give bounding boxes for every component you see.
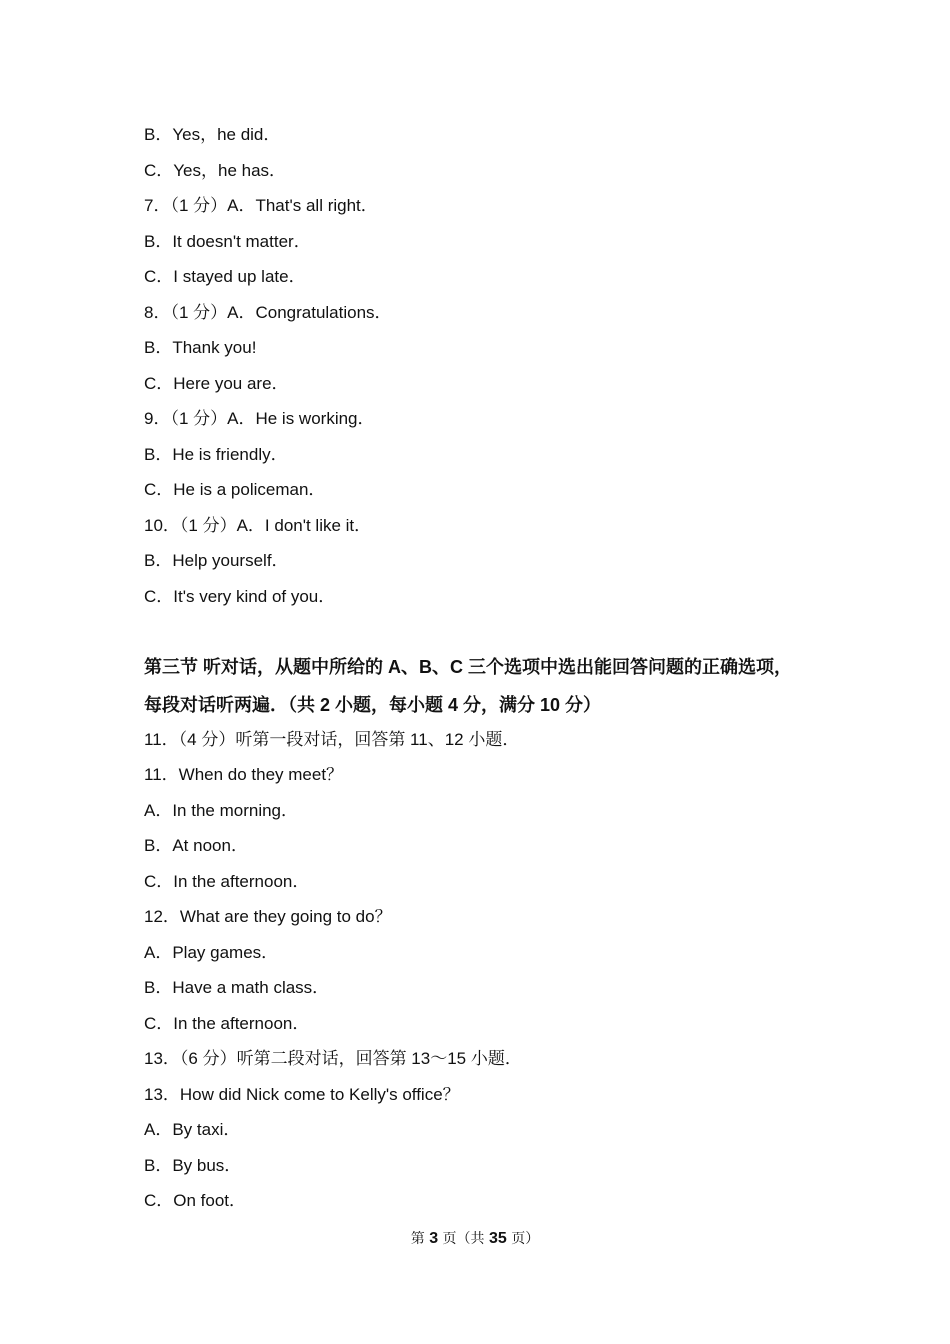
section-heading-line-2: 每段对话听两遍．（共 2 小题，每小题 4 分，满分 10 分） (144, 695, 602, 715)
option-line: B．At noon． (144, 836, 248, 855)
question-line: 13．（6 分）听第二段对话，回答第 13～15 小题． (144, 1049, 522, 1068)
option-line: C．In the afternoon． (144, 1014, 310, 1033)
option-line: C．It's very kind of you． (144, 587, 336, 606)
option-line: B．He is friendly． (144, 445, 288, 464)
option-line: B．It doesn't matter． (144, 232, 311, 251)
option-line: B．Thank you! (144, 338, 257, 357)
option-line: A．By taxi． (144, 1120, 241, 1139)
footer-prefix: 第 (410, 1231, 430, 1247)
footer-page-number: 3 (429, 1230, 439, 1247)
question-line: 12．What are they going to do？ (144, 907, 392, 926)
option-line: C．Here you are． (144, 374, 289, 393)
question-line: 11．When do they meet？ (144, 765, 344, 784)
option-line: C．On foot． (144, 1191, 247, 1210)
option-line: B．Help yourself． (144, 551, 289, 570)
option-line: B．Yes，he did． (144, 125, 281, 144)
option-line: C．He is a policeman． (144, 480, 326, 499)
question-line: 10．（1 分）A．I don't like it． (144, 516, 372, 535)
question-line: 8．（1 分）A．Congratulations． (144, 303, 392, 322)
question-line: 11．（4 分）听第一段对话，回答第 11、12 小题． (144, 730, 520, 749)
footer-middle: 页（共 (438, 1231, 489, 1247)
page-footer (0, 1229, 950, 1249)
option-line: B．By bus． (144, 1156, 242, 1175)
option-line: A．In the morning． (144, 801, 299, 820)
option-line: C．I stayed up late． (144, 267, 306, 286)
option-line: C．In the afternoon． (144, 872, 310, 891)
question-line: 13．How did Nick come to Kelly's office？ (144, 1085, 460, 1104)
footer-suffix: 页） (506, 1231, 540, 1247)
option-line: A．Play games． (144, 943, 279, 962)
option-line: C．Yes，he has． (144, 161, 287, 180)
question-line: 9．（1 分）A．He is working． (144, 409, 375, 428)
footer-total-pages: 35 (489, 1230, 507, 1247)
option-line: B．Have a math class． (144, 978, 330, 997)
section-heading-line-1: 第三节 听对话，从题中所给的 A、B、C 三个选项中选出能回答问题的正确选项， (144, 657, 792, 677)
question-line: 7．（1 分）A．That's all right． (144, 196, 378, 215)
